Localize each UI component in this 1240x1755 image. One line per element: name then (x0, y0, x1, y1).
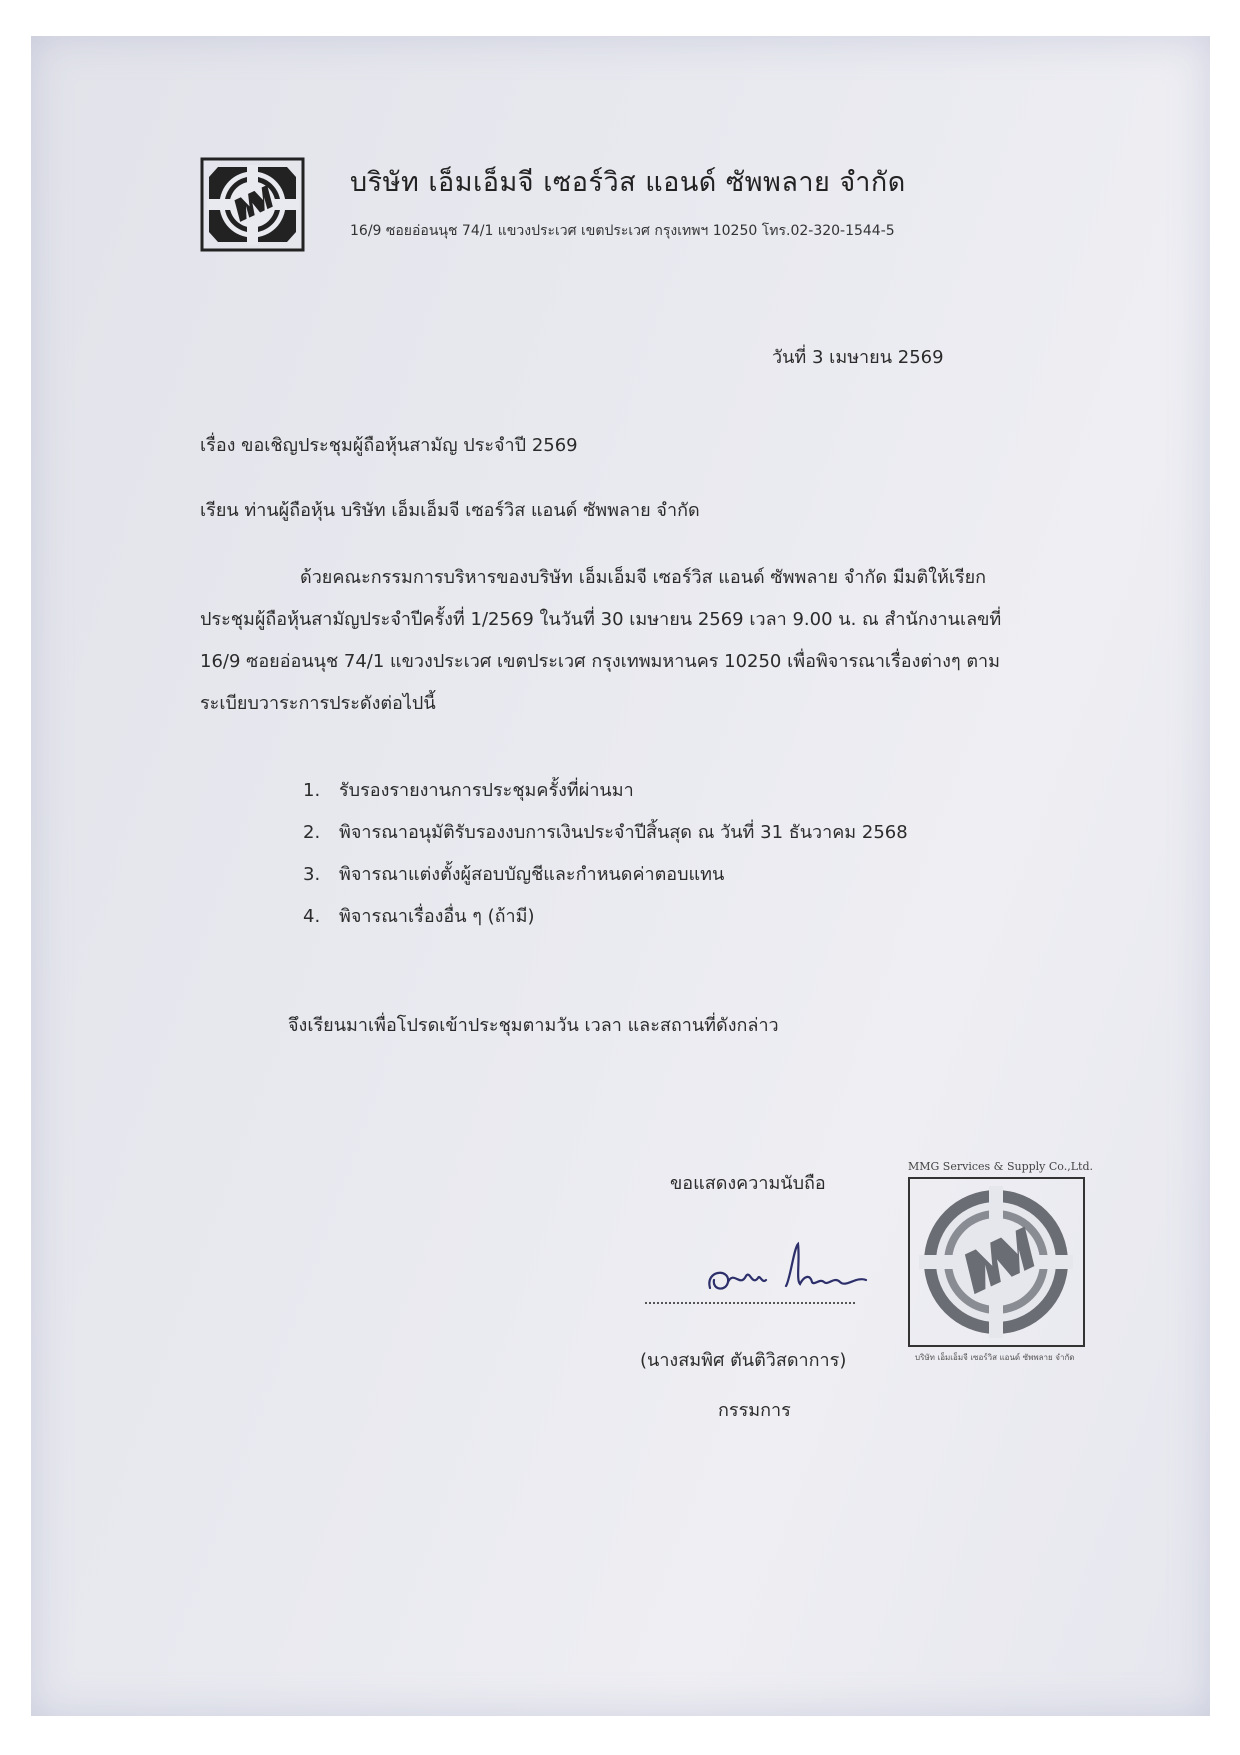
paragraph-line: ประชุมผู้ถือหุ้นสามัญประจำปีครั้งที่ 1/2569 ในวันที่ 30 เมษายน 2569 เวลา 9.00 น. ณ สำนักงานเลขที่ (200, 609, 1002, 630)
agenda-item (303, 770, 908, 812)
stamp-footer: บริษัท เอ็มเอ็มจี เซอร์วิส แอนด์ ซัพพลาย จำกัด (915, 1353, 1075, 1362)
stamp-caption: MMG Services & Supply Co.,Ltd. (908, 1160, 1093, 1173)
agenda-number: 3. (303, 864, 321, 885)
company-seal-icon (905, 1160, 1090, 1360)
signer-name: (นางสมพิศ ตันติวิสดาการ) (640, 1350, 847, 1371)
agenda-text: พิจารณาเรื่องอื่น ๆ (ถ้ามี) (339, 906, 535, 927)
agenda-item (303, 854, 908, 896)
agenda-text: รับรองรายงานการประชุมครั้งที่ผ่านมา (339, 780, 634, 801)
paragraph-line: ด้วยคณะกรรมการบริหารของบริษัท เอ็มเอ็มจี เซอร์วิส แอนด์ ซัพพลาย จำกัด มีมติให้เรียก (300, 567, 987, 588)
agenda-number: 4. (303, 906, 321, 927)
letter-subject: เรื่อง ขอเชิญประชุมผู้ถือหุ้นสามัญ ประจำปี 2569 (200, 435, 578, 456)
handwritten-signature (700, 1240, 870, 1310)
closing-line: จึงเรียนมาเพื่อโปรดเข้าประชุมตามวัน เวลา และสถานที่ดังกล่าว (288, 1015, 779, 1036)
paragraph-line: ระเบียบวาระการประดังต่อไปนี้ (200, 693, 436, 714)
agenda-number: 1. (303, 780, 321, 801)
agenda-list (303, 770, 908, 938)
mmg-logo-icon (200, 157, 305, 252)
letter-recipient: เรียน ท่านผู้ถือหุ้น บริษัท เอ็มเอ็มจี เซอร์วิส แอนด์ ซัพพลาย จำกัด (200, 500, 700, 521)
company-address: 16/9 ซอยอ่อนนุช 74/1 แขวงประเวศ เขตประเวศ กรุงเทพฯ 10250 โทร.02-320-1544-5 (350, 223, 895, 239)
letter-date: วันที่ 3 เมษายน 2569 (772, 347, 944, 368)
letter-body-paragraph (200, 557, 1085, 725)
agenda-text: พิจารณาอนุมัติรับรองงบการเงินประจำปีสิ้นสุด ณ วันที่ 31 ธันวาคม 2568 (339, 822, 908, 843)
signer-title: กรรมการ (718, 1400, 791, 1421)
agenda-number: 2. (303, 822, 321, 843)
agenda-item (303, 896, 908, 938)
agenda-text: พิจารณาแต่งตั้งผู้สอบบัญชีและกำหนดค่าตอบแทน (339, 864, 725, 885)
company-name: บริษัท เอ็มเอ็มจี เซอร์วิส แอนด์ ซัพพลาย จำกัด (350, 167, 906, 198)
signature-line (645, 1302, 855, 1304)
agenda-item (303, 812, 908, 854)
paragraph-line: 16/9 ซอยอ่อนนุช 74/1 แขวงประเวศ เขตประเวศ กรุงเทพมหานคร 10250 เพื่อพิจารณาเรื่องต่างๆ ตาม (200, 651, 1000, 672)
regards-line: ขอแสดงความนับถือ (670, 1173, 826, 1194)
